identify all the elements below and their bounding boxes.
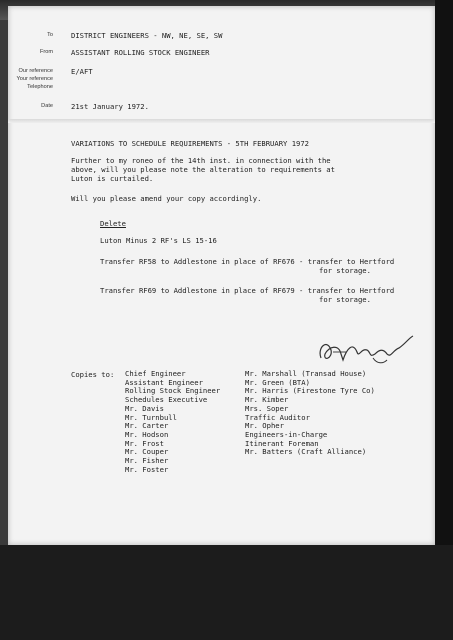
- memo-paper: [8, 6, 435, 545]
- copy-recipient: Mr. Marshall (Transad House): [245, 369, 367, 378]
- copy-recipient: Mr. Batters (Craft Alliance): [245, 447, 367, 457]
- to-value: DISTRICT ENGINEERS - NW, NE, SE, SW: [71, 31, 223, 40]
- telephone-label: Telephone: [27, 84, 53, 90]
- copy-recipient: Mr. Turnbull: [125, 412, 177, 422]
- our-reference-label: Our reference: [18, 68, 53, 74]
- copy-recipient: Mr. Carter: [125, 421, 169, 431]
- paragraph1-line1: Further to my roneo of the 14th inst. in connection with the: [71, 156, 331, 165]
- copy-recipient: Chief Engineer: [125, 369, 186, 378]
- transfer2-continuation: for storage.: [319, 295, 371, 304]
- copies-list-left: [125, 370, 220, 474]
- date-value: 21st January 1972.: [71, 102, 149, 111]
- copy-recipient: Mr. Couper: [125, 447, 169, 457]
- copy-recipient: Mr. Harris (Firestone Tyre Co): [245, 386, 375, 396]
- copy-recipient: Schedules Executive: [125, 395, 208, 405]
- your-reference-label: Your reference: [16, 76, 53, 82]
- copy-recipient: Mr. Frost: [125, 438, 164, 448]
- transfer1-continuation: for storage.: [319, 266, 371, 275]
- from-label: From: [39, 49, 53, 55]
- our-reference-value: E/AFT: [71, 67, 93, 76]
- copy-recipient: Rolling Stock Engineer: [125, 386, 221, 396]
- from-value: ASSISTANT ROLLING STOCK ENGINEER: [71, 48, 210, 57]
- handwritten-signature: [313, 328, 423, 373]
- luton-line: Luton Minus 2 RF's LS 15-16: [100, 236, 217, 245]
- delete-heading: Delete: [100, 219, 126, 228]
- scan-edge-right: [435, 0, 453, 640]
- memo-subject: VARIATIONS TO SCHEDULE REQUIREMENTS - 5TH FEBRUARY 1972: [71, 139, 309, 148]
- paper-fold-line: [8, 119, 435, 123]
- copy-recipient: Itinerant Foreman: [245, 438, 319, 448]
- copy-recipient: Traffic Auditor: [245, 412, 310, 422]
- paragraph1-line2: above, will you please note the alteration to requirements at: [71, 165, 335, 174]
- copies-label: Copies to:: [71, 370, 115, 379]
- copy-recipient: Mr. Foster: [125, 464, 169, 474]
- transfer1-line: Transfer RF58 to Addlestone in place of RF676 - transfer to Hertford: [100, 257, 395, 266]
- copy-recipient: Mr. Green (BTA): [245, 377, 310, 387]
- date-label: Date: [41, 103, 53, 109]
- paragraph2: Will you please amend your copy accordingly.: [71, 194, 262, 203]
- copy-recipient: Mr. Kimber: [245, 395, 289, 405]
- copy-recipient: Assistant Engineer: [125, 377, 203, 387]
- copies-list-right: [245, 370, 375, 457]
- scan-background-bottom: [0, 545, 453, 640]
- transfer2-line: Transfer RF69 to Addlestone in place of RF679 - transfer to Hertford: [100, 286, 395, 295]
- to-label: To: [47, 32, 53, 38]
- copy-recipient: Mrs. Soper: [245, 403, 289, 413]
- copy-recipient: Engineers-in-Charge: [245, 429, 328, 439]
- copy-recipient: Mr. Davis: [125, 403, 164, 413]
- paragraph1-line3: Luton is curtailed.: [71, 174, 154, 183]
- copy-recipient: Mr. Opher: [245, 421, 284, 431]
- copy-recipient: Mr. Fisher: [125, 456, 169, 466]
- copy-recipient: Mr. Hodson: [125, 429, 169, 439]
